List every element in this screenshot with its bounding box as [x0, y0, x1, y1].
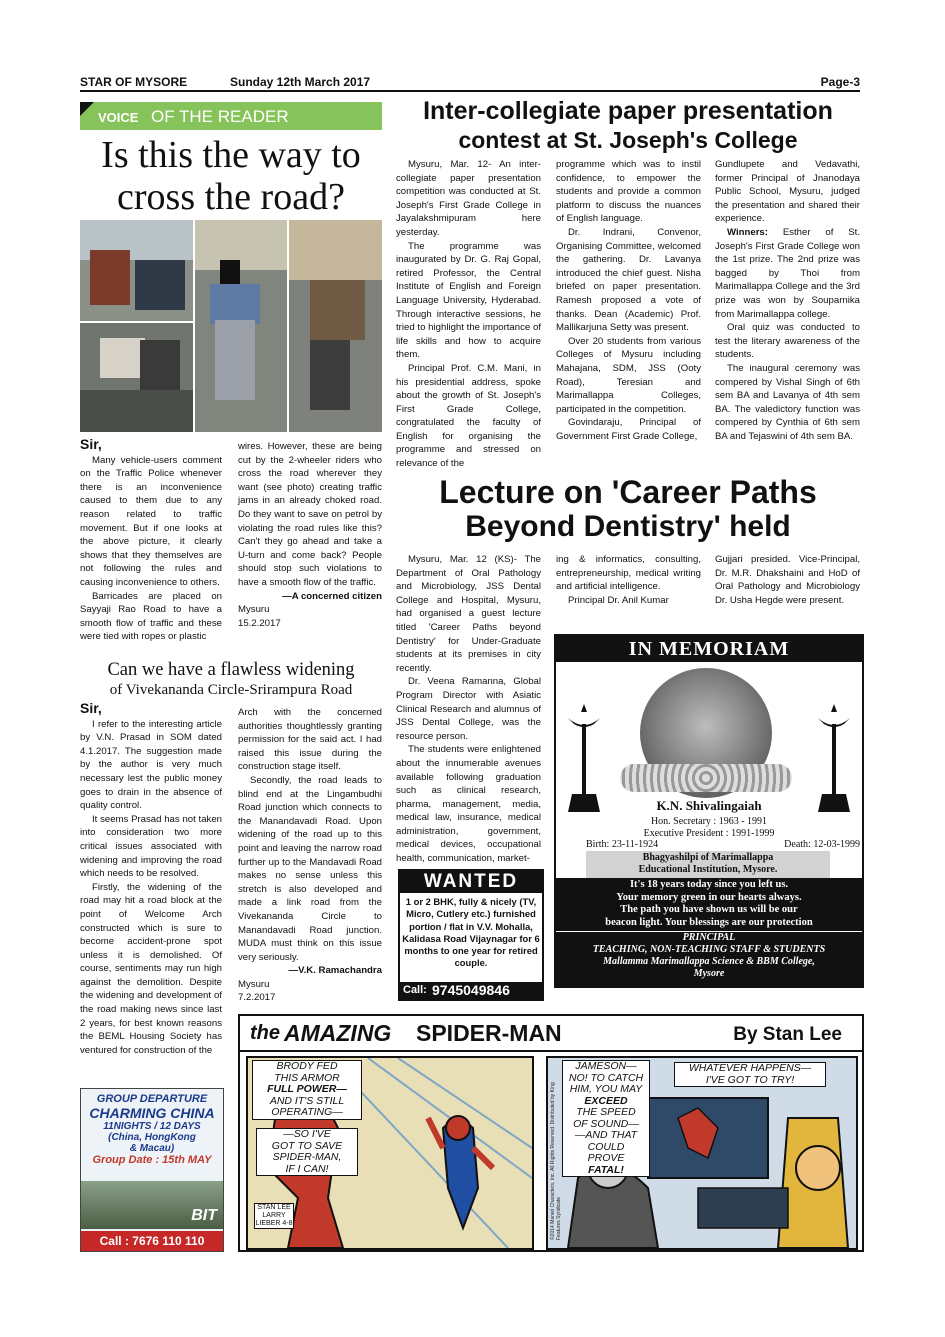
b3-a: JAMESON—	[575, 1060, 637, 1072]
memoriam-message-band	[556, 878, 862, 931]
comic-title-rest: SPIDER-MAN	[416, 1020, 562, 1046]
ad-line2: CHARMING CHINA	[89, 1105, 215, 1121]
letter1-col2	[238, 440, 382, 630]
comic-panel-1	[246, 1056, 534, 1250]
wanted-text: 1 or 2 BHK, fully & nicely (TV, Micro, Cutlery etc.) furnished portion / flat in V.V. Mohalla, Kalidasa Road Vijaynagar for 6 months to one year for retired couple.	[402, 896, 540, 969]
story1-p1: Mysuru, Mar. 12- An inter-collegiate paper presentation competition was conducted at St. Joseph's First Grade College in Jayalakshmipuram here yesterday.	[396, 159, 541, 238]
letter1-p3: wires. However, these are being cut by the 2-wheeler riders who cross the road wherever they want (see photo) creating traffic jams in an already choked road. Do they want to save on petrol by violating the road rules like this? Can't they go ahead and take a U-turn and come back? People should stop such violations to have a smooth flow of the traffic.	[238, 441, 382, 588]
story2-p1: Mysuru, Mar. 12 (KS)- The Department of Oral Pathology and Microbiology, JSS Dental College and Hospital, Mysuru, had organised a guest lecture titled 'Career Paths beyond Dentistry' for Under-Graduate students at its premises in city recently.	[396, 554, 541, 674]
letter2-signature: —V.K. Ramachandra	[288, 965, 382, 977]
letter2-headline	[80, 660, 382, 699]
memoriam-ad	[554, 634, 864, 988]
b2-d: IF I CAN!	[285, 1162, 329, 1175]
comic-title-amazing: AMAZING	[284, 1020, 392, 1046]
b2-b: GOT TO SAVE	[271, 1139, 343, 1152]
page-number: Page-3	[820, 75, 860, 89]
comic-title-bar	[240, 1016, 862, 1052]
story1-headline-line2: contest at St. Joseph's College	[458, 127, 798, 153]
story1-p5: Dr. Indrani, Convenor, Organising Committee, welcomed the gathering. Dr. Lavanya introduced the chief guest. Nisha briefed on paper presentation. Ramesh proposed a vote of thanks. Dean (Academic) Prof. Mallikarjuna Setty was present.	[556, 226, 701, 334]
wanted-ad	[398, 869, 544, 1001]
memoriam-birth: Birth: 23-11-1924	[586, 839, 659, 850]
b1-a: BRODY FED	[276, 1060, 338, 1072]
letter1-date: 15.2.2017	[238, 617, 281, 629]
letter1-p1: Many vehicle-users comment on the Traffic Police whenever there is an inconvenience caused to them due to any reason related to traffic movement. But if one looks at the above picture, it clearly shows that they themselves are not following the rules and causing inconvenience to others.	[80, 454, 222, 588]
memoriam-foot1: PRINCIPAL	[682, 932, 736, 943]
letter2-salutation: Sir,	[80, 700, 102, 716]
b4-a: WHATEVER HAPPENS—	[688, 1062, 812, 1074]
letter2-p5: Secondly, the road leads to blind end at the Lingambudhi Road junction which connects to the Manandavadi Road. Upon widening of the road up to this point and leaving the narrow road further up to the Mandavadi Road makes no sense unless this stretch is also developed and made a link road from the Vivekananda Circle to Manandavadi Road junction. MUDA must think on this issue very seriously.	[238, 774, 382, 963]
story1-p11: The inaugural ceremony was compered by Vishal Singh of 6th sem BA and Lavanya of 4th sem BA. The valedictory function was compered by Cynthia of 6th sem BA and Tejaswini of 4th sem BA.	[715, 362, 860, 442]
letter2-p2: It seems Prasad has not taken into consideration two more critical issues associated with widening and improving the road which needs to be resolved.	[80, 813, 222, 880]
letter1-col1	[80, 438, 222, 644]
bubble-4	[674, 1062, 826, 1087]
voice-headline	[80, 134, 382, 218]
memoriam-org1: Bhagyashilpi of Marimallappa	[642, 852, 774, 863]
voice-banner	[80, 102, 382, 130]
story1-p4: programme which was to instil confidence, to empower the students and provide a common platform to discuss the nuances of English language.	[556, 159, 701, 225]
letter1-signature: —A concerned citizen	[282, 590, 382, 602]
memoriam-death: Death: 12-03-1999	[784, 839, 860, 850]
comic-credit: STAN LEE LARRY LIEBER 4-8	[255, 1204, 293, 1227]
memoriam-msg3: The path you have shown us will be our	[620, 904, 798, 915]
story2-headline-line2: Beyond Dentistry' held	[465, 510, 791, 543]
story1-winners-lead: Winners:	[727, 226, 768, 238]
memoriam-org2: Educational Institution, Mysore.	[638, 864, 778, 875]
ad-line5: & Macau)	[129, 1143, 175, 1154]
memoriam-msg4: beacon light. Your blessings are our protection	[605, 916, 813, 928]
ad-line3: 11NIGHTS / 12 DAYS	[103, 1121, 201, 1132]
letter1-p2: Barricades are placed on Sayyaji Rao Road to have a smooth flow of traffic and these were tied with ropes or plastic	[80, 590, 222, 643]
voice-label-bold: VOICE	[98, 110, 139, 125]
wanted-call-label: Call:	[403, 984, 427, 996]
wanted-title: WANTED	[400, 871, 542, 893]
memoriam-line1: Hon. Secretary : 1963 - 1991	[650, 816, 768, 827]
story1-p9: Esther of St. Joseph's First Grade College won the 1st prize. The 2nd prize was bagged by Thoi from Marimallappa College and the 3rd prize was won by Souparnika from Marimallappa college.	[715, 226, 860, 320]
traffic-photo-image	[80, 220, 382, 432]
memoriam-footer	[556, 932, 862, 986]
letter2-headline-line1: Can we have a flawless widening	[107, 660, 355, 680]
b1-d: AND IT'S STILL	[269, 1094, 345, 1107]
comic-strip	[238, 1014, 864, 1252]
header-rule	[80, 90, 860, 92]
b3-b: NO! TO CATCH	[568, 1071, 644, 1084]
b4-b: I'VE GOT TO TRY!	[705, 1073, 795, 1086]
letter2-headline-line2: of Vivekananda Circle-Srirampura Road	[109, 682, 353, 698]
comic-panel-2	[546, 1056, 858, 1250]
ad-line4: (China, HongKong	[108, 1132, 196, 1143]
banner-corner	[80, 102, 94, 116]
story2-p4: ing & informatics, consulting, entrepreneurship, medical writing and artificial intelligence.	[556, 554, 701, 593]
ad-call: Call : 7676 110 110	[81, 1231, 223, 1251]
story1-headline	[396, 96, 860, 154]
story1-col3	[715, 158, 860, 443]
letter1-place: Mysuru	[238, 604, 270, 616]
bit-logo: BIT	[191, 1207, 217, 1224]
letter2-p4: Arch with the concerned authorities thoughtlessly granting permission for the said act. I had raised this issue during the construction stage itself.	[238, 707, 382, 773]
b1-b: THIS ARMOR	[274, 1071, 340, 1084]
letter2-date: 7.2.2017	[238, 992, 276, 1004]
story1-p6: Over 20 students from various Colleges of Mysuru including Mahajana, SDM, JSS (Ooty Road), Teresian and Marimallappa Colleges, participated in the competition.	[556, 335, 701, 415]
letter1-salutation: Sir,	[80, 436, 102, 452]
story2-p6: Gujjari presided. Vice-Principal, Dr. M.R. Dhakshaini and HoD of Oral Pathology and Microbiology Dr. Usha Hegde were present.	[715, 554, 860, 606]
memoriam-msg1: It's 18 years today since you left us.	[629, 879, 789, 890]
comic-copyright: ©2014 Marvel Characters, Inc. All Rights Reserved. Distributed by King Features Syndicate	[550, 1082, 562, 1240]
b1-e: OPERATING—	[271, 1106, 343, 1118]
b2-a: —SO I'VE	[283, 1128, 331, 1140]
letter2-p1: I refer to the interesting article by V.N. Prasad in SOM dated 4.1.2017. The suggestion made by the author is very much necessary lest the public money goes to drain in the absence of quality control.	[80, 718, 222, 812]
letter2-place: Mysuru	[238, 978, 270, 990]
bubble-2	[256, 1128, 358, 1176]
story1-p8: Gundlupete and Vedavathi, former Principal of Jnanodaya Public School, Mysuru, judged the presentation and shared their experience.	[715, 159, 860, 225]
story1-p3: Principal Prof. C.M. Mani, in his presidential address, spoke about the growth of St. Joseph's First Grade College, congratulated the faculty of English for organising the programme and stressed on relevance of the	[396, 362, 541, 470]
ad-line1: GROUP DEPARTURE	[96, 1093, 208, 1105]
bubble-1	[252, 1060, 362, 1120]
story1-p2: The programme was inaugurated by Dr. G. Raj Gopal, retired Professor, the Central Institute of English and Foreign Language University, Hyderabad. Through interactive sessions, he tried to highlight the importance of life skills and how to acquire them.	[396, 240, 541, 361]
story2-p2: Dr. Veena Ramanna, Global Program Director with Asiatic Clinical Research and alumnus of JSS Dental College, was the resource person.	[396, 676, 541, 742]
b3-h: COULD	[587, 1140, 625, 1153]
wanted-phone: 9745049846	[432, 982, 510, 998]
story2-p5: Principal Dr. Anil Kumar	[568, 594, 669, 606]
story1-p7: Govindaraju, Principal of Government First Grade College,	[556, 417, 701, 442]
traffic-photo-collage	[80, 220, 382, 432]
b3-f: OF SOUND—	[573, 1117, 639, 1130]
story1-headline-line1: Inter-collegiate paper presentation	[423, 97, 833, 125]
comic-byline: By Stan Lee	[733, 1024, 842, 1045]
voice-label: OF THE READER	[151, 107, 289, 126]
memoriam-title: IN MEMORIAM	[556, 636, 862, 662]
ad-line6: Group Date : 15th MAY	[92, 1154, 212, 1166]
memoriam-foot2: TEACHING, NON-TEACHING STAFF & STUDENTS	[592, 944, 826, 955]
story2-headline	[396, 474, 860, 544]
story2-col2	[556, 553, 701, 607]
b1-c: FULL POWER—	[267, 1083, 347, 1095]
bubble-3	[562, 1060, 650, 1177]
letter2-col2	[238, 706, 382, 1005]
memoriam-foot4: Mysore	[693, 968, 725, 979]
voice-headline-line2: cross the road?	[117, 176, 345, 218]
b3-j: FATAL!	[588, 1163, 624, 1176]
memoriam-foot3: Mallamma Marimallappa Science & BBM College,	[603, 956, 815, 967]
story2-col1	[396, 553, 541, 866]
b2-c: SPIDER-MAN,	[272, 1151, 342, 1163]
b3-i: PROVE	[587, 1152, 625, 1164]
story1-col1	[396, 158, 541, 471]
story2-p3: The students were enlightened about the innumerable avenues available following graduation such as clinical research, pharma, management, media, medical law, insurance, medical administration, government, medical devices, occupational health, communication, market-	[396, 744, 541, 865]
story1-p10: Oral quiz was conducted to test the literary awareness of the students.	[715, 322, 860, 361]
paper-name: STAR OF MYSORE	[80, 75, 188, 89]
b3-d: EXCEED	[584, 1094, 628, 1107]
b3-g: —AND THAT	[574, 1129, 638, 1141]
flower-garland	[620, 764, 792, 792]
memoriam-org-band	[586, 851, 830, 878]
wanted-call-bar	[400, 982, 542, 999]
masthead-bar	[80, 74, 860, 90]
memoriam-msg2: Your memory green in our hearts always.	[616, 891, 802, 903]
b3-e: THE SPEED	[576, 1106, 636, 1118]
b3-c: HIM, YOU MAY	[569, 1083, 643, 1095]
story2-col3	[715, 553, 860, 607]
story1-col2	[556, 158, 701, 443]
issue-date: Sunday 12th March 2017	[230, 75, 371, 89]
china-tour-ad	[80, 1088, 224, 1252]
letter2-p3: Firstly, the widening of the road may hit a road block at the point of Welcome Arch constructed which is sure to become accident-prone spot unless it is demolished. Of course, sentiments may run high against the demolition. Despite the widening and development of the road making news since last 2 years, for best known reasons the BEML Housing Society has ventured for construction of the	[80, 881, 222, 1056]
comic-title-the: the	[250, 1022, 280, 1044]
voice-headline-line1: Is this the way to	[101, 134, 361, 176]
memoriam-line2: Executive President : 1991-1999	[643, 828, 775, 839]
memoriam-name: K.N. Shivalingaiah	[656, 798, 762, 813]
story2-headline-line1: Lecture on 'Career Paths	[439, 474, 817, 510]
letter2-col1	[80, 702, 222, 1057]
